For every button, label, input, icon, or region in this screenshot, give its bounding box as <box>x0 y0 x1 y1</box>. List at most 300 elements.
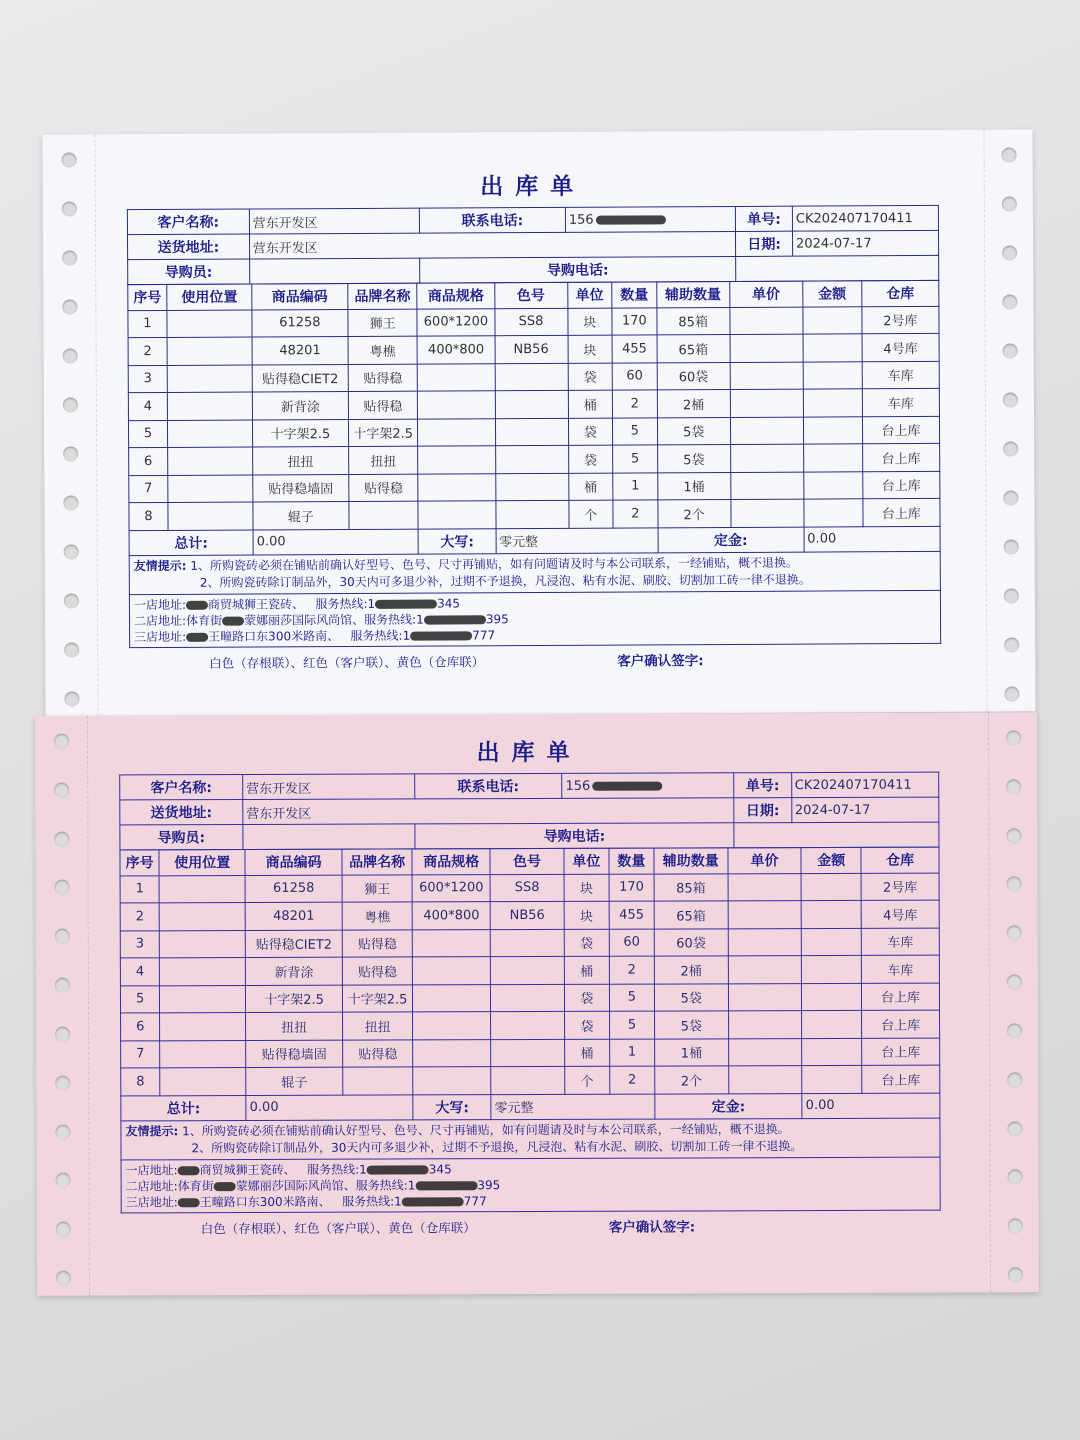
cell-price <box>728 901 802 929</box>
header-table <box>119 772 939 851</box>
feed-hole <box>54 782 69 797</box>
cell-location <box>160 1040 246 1068</box>
cell-location <box>168 502 253 530</box>
store-2-label: 二店地址: <box>125 1178 178 1193</box>
col-header: 序号 <box>128 284 167 310</box>
cell-unit: 桶 <box>564 956 609 984</box>
redaction-mark <box>178 1198 200 1207</box>
redaction-mark <box>186 632 208 641</box>
perforation-line <box>87 716 90 1296</box>
cell-warehouse: 4号库 <box>862 333 939 361</box>
feed-hole <box>1007 1023 1022 1038</box>
cell-no: 8 <box>121 1068 160 1096</box>
cell-code: 48201 <box>245 902 342 930</box>
feed-hole <box>1006 974 1021 989</box>
cell-spec <box>413 1039 491 1067</box>
cell-unit: 袋 <box>568 445 613 473</box>
cell-spec <box>418 446 495 474</box>
cell-aux: 5袋 <box>654 983 728 1011</box>
feed-hole <box>62 250 77 265</box>
daxie-label: 大写: <box>419 528 496 553</box>
cell-brand: 狮王 <box>342 874 413 902</box>
cell-warehouse: 台上库 <box>863 471 940 499</box>
cell-amount <box>802 955 862 983</box>
feed-hole <box>1001 196 1016 211</box>
cell-no: 2 <box>120 903 159 931</box>
feed-hole <box>63 446 78 461</box>
cell-spec <box>413 929 491 957</box>
cell-code: 扭扭 <box>253 446 349 474</box>
feed-hole <box>1003 441 1018 456</box>
notice-row <box>121 1118 940 1160</box>
cell-aux: 60袋 <box>657 362 730 390</box>
store-2-line: 二店地址:体育街 蒙娜丽莎国际风尚馆、服务热线:1 395 <box>125 1177 501 1193</box>
notice-label: 友情提示: <box>133 558 187 573</box>
cell-no: 1 <box>120 875 159 903</box>
store-2-address-2: 蒙娜丽莎国际风尚馆、 <box>235 1178 356 1193</box>
table-row <box>120 983 939 1013</box>
address-cell <box>129 590 940 647</box>
cell-location <box>167 310 252 338</box>
column-header-row <box>120 847 939 876</box>
cell-warehouse: 台上库 <box>862 1065 940 1093</box>
cell-color <box>495 363 568 391</box>
feed-hole <box>63 593 78 608</box>
delivery-address-label: 送货地址: <box>128 234 250 260</box>
copies-note: 白色（存根联）、红色（客户联）、黄色（仓库联） <box>200 1219 476 1236</box>
customer-signature-label: 客户确认签字: <box>608 1218 696 1236</box>
col-header: 金额 <box>801 847 861 873</box>
feed-hole <box>63 544 78 559</box>
notice-label: 友情提示: <box>125 1123 179 1138</box>
left-feed-holes <box>59 152 82 706</box>
col-header: 使用位置 <box>159 849 245 875</box>
right-feed-holes <box>1003 730 1025 1282</box>
cell-brand <box>349 501 419 529</box>
cell-code: 十字架2.5 <box>246 985 343 1013</box>
cell-aux: 65箱 <box>654 901 728 929</box>
notice-line-1: 1、所购瓷砖必须在铺贴前确认好型号、色号、尺寸再铺贴，如有问题请及时与本公司联系，一经铺贴，概不退换。 <box>190 555 799 573</box>
feed-hole <box>1006 779 1021 794</box>
feed-hole <box>54 734 69 749</box>
delivery-form <box>127 166 942 674</box>
cell-location <box>160 985 246 1013</box>
left-feed-holes <box>51 734 73 1286</box>
store-2-hotline-label: 服务热线: <box>355 1177 408 1193</box>
redaction-mark <box>178 1166 200 1175</box>
redaction-mark <box>592 781 662 790</box>
cell-no: 7 <box>129 475 168 503</box>
feed-hole <box>1001 147 1016 162</box>
cell-unit: 桶 <box>568 473 613 501</box>
phone-label: 联系电话: <box>419 207 565 233</box>
date-label: 日期: <box>734 798 791 823</box>
cell-no: 1 <box>128 310 167 338</box>
cell-amount <box>802 1010 862 1038</box>
cell-amount <box>803 389 862 417</box>
cell-location <box>160 1068 246 1096</box>
customer-name-label: 客户名称: <box>120 775 243 800</box>
cell-amount <box>803 416 862 444</box>
guide-phone-label: 导购电话: <box>415 823 734 849</box>
col-header: 色号 <box>490 848 564 874</box>
deposit-label: 定金: <box>658 527 804 553</box>
daxie-value: 零元整 <box>491 1094 655 1120</box>
cell-color <box>495 445 568 473</box>
cell-spec <box>418 418 495 446</box>
cell-unit: 袋 <box>564 1011 609 1039</box>
col-header: 使用位置 <box>167 284 252 310</box>
redaction-mark <box>402 1197 464 1206</box>
store-1-hotline-tail: 345 <box>437 595 461 611</box>
cell-qty: 2 <box>613 500 658 528</box>
feed-hole <box>1002 392 1017 407</box>
sales-guide-value <box>243 824 415 850</box>
store-3-label: 三店地址: <box>125 1194 178 1209</box>
cell-price <box>730 389 803 417</box>
cell-price <box>730 444 803 472</box>
total-value: 0.00 <box>246 1094 413 1120</box>
cell-qty: 5 <box>609 1011 654 1039</box>
cell-unit: 个 <box>565 1066 610 1094</box>
table-row <box>120 928 939 958</box>
table-row <box>128 361 939 393</box>
header-table <box>127 205 939 285</box>
cell-price <box>730 417 803 445</box>
store-3-line: 三店地址: 王疃路口东300米路南、 服务热线:1 777 <box>134 627 496 644</box>
store-2-address-2: 蒙娜丽莎国际风尚馆、 <box>244 612 365 628</box>
cell-qty: 2 <box>609 956 654 984</box>
perforation-line <box>94 134 98 716</box>
feed-hole <box>1006 730 1021 745</box>
cell-amount <box>801 873 861 901</box>
cell-price <box>728 1066 802 1094</box>
delivery-address-value: 营东开发区 <box>249 231 736 259</box>
store-1-line: 一店地址: 商贸城狮王瓷砖、 服务热线:1 345 <box>133 595 461 612</box>
feed-hole <box>54 831 69 846</box>
cell-spec <box>413 1067 491 1095</box>
sales-guide-label: 导购员: <box>128 259 250 285</box>
cell-code: 61258 <box>252 309 348 337</box>
perforation-line <box>983 130 987 712</box>
cell-price <box>730 362 803 390</box>
cell-warehouse: 台上库 <box>863 498 940 526</box>
cell-color <box>495 390 568 418</box>
cell-brand: 扭扭 <box>342 1012 413 1040</box>
delivery-form <box>119 733 941 1239</box>
cell-spec <box>413 984 491 1012</box>
cell-warehouse: 车库 <box>862 361 939 389</box>
feed-hole <box>1007 1218 1022 1233</box>
form-title: 出库单 <box>476 739 582 767</box>
form-footer <box>121 1212 941 1239</box>
feed-hole <box>1003 539 1018 554</box>
col-header: 品牌名称 <box>348 283 418 309</box>
total-label: 总计: <box>129 529 253 555</box>
cell-price <box>728 983 802 1011</box>
cell-no: 6 <box>121 1013 160 1041</box>
cell-amount <box>804 499 863 527</box>
order-no-value: CK202407170411 <box>791 772 939 798</box>
cell-amount <box>801 900 861 928</box>
table-row <box>128 333 939 365</box>
cell-no: 5 <box>128 420 167 448</box>
cell-location <box>159 875 245 903</box>
cell-qty: 60 <box>612 362 657 390</box>
feed-hole <box>1007 1121 1022 1136</box>
store-2-hotline-label: 服务热线: <box>364 612 417 627</box>
cell-qty: 5 <box>613 445 658 473</box>
cell-warehouse: 台上库 <box>862 443 939 471</box>
notice-line-1: 1、所购瓷砖必须在铺贴前确认好型号、色号、尺寸再铺贴，如有问题请及时与本公司联系，一经铺贴，概不退换。 <box>182 1121 790 1138</box>
address-cell <box>121 1157 940 1213</box>
col-header: 辅助数量 <box>654 847 728 873</box>
cell-code: 61258 <box>245 875 342 903</box>
cell-brand: 狮王 <box>348 309 418 337</box>
store-3-hotline-tail: 777 <box>463 1193 487 1208</box>
cell-code: 贴得稳墙固 <box>253 474 349 502</box>
cell-aux: 2桶 <box>654 956 728 984</box>
feed-hole <box>54 880 69 895</box>
feed-hole <box>1006 877 1021 892</box>
cell-unit: 个 <box>568 500 613 528</box>
cell-code: 新背涂 <box>246 957 343 985</box>
cell-warehouse: 台上库 <box>862 1010 940 1038</box>
redaction-mark <box>375 599 437 608</box>
cell-price <box>728 1011 802 1039</box>
cell-qty: 1 <box>613 472 658 500</box>
cell-brand: 扭扭 <box>348 446 418 474</box>
table-row <box>121 1010 940 1040</box>
cell-code: 辊子 <box>246 1067 343 1095</box>
cell-code: 贴得稳CIET2 <box>246 930 343 958</box>
cell-brand: 贴得稳 <box>348 391 418 419</box>
total-label: 总计: <box>121 1095 246 1120</box>
redaction-mark <box>222 616 244 625</box>
cell-location <box>160 958 246 986</box>
cell-color <box>495 500 568 528</box>
store-3-hotline-label: 服务热线: <box>342 1193 395 1209</box>
guide-phone-label: 导购电话: <box>420 256 736 283</box>
cell-warehouse: 4号库 <box>861 900 939 928</box>
store-2-hotline-tail: 395 <box>485 611 509 626</box>
white-copy-sheet <box>42 129 1035 716</box>
cell-aux: 85箱 <box>654 873 728 901</box>
cell-warehouse: 台上库 <box>862 1038 940 1066</box>
cell-color <box>491 984 565 1012</box>
feed-hole <box>1002 343 1017 358</box>
cell-spec <box>418 391 495 419</box>
cell-unit: 袋 <box>564 984 609 1012</box>
col-header: 单价 <box>729 281 802 307</box>
col-header: 商品编码 <box>245 849 342 875</box>
store-1-hotline-label: 服务热线: <box>307 1162 360 1177</box>
cell-amount <box>802 1065 862 1093</box>
store-3-hotline-tail: 777 <box>472 627 496 642</box>
cell-location <box>160 1013 246 1041</box>
phone-label: 联系电话: <box>415 773 562 799</box>
phone-value <box>562 773 734 799</box>
col-header: 序号 <box>120 849 159 875</box>
store-3-address: 王疃路口东300米路南、 <box>199 1194 331 1209</box>
store-2-label: 二店地址: <box>133 613 187 628</box>
table-row <box>128 416 939 448</box>
cell-price <box>728 928 802 956</box>
cell-spec: 600*1200 <box>412 874 490 902</box>
table-row <box>120 873 939 903</box>
store-3-address: 王疃路口东300米路南、 <box>208 628 340 644</box>
store-1-label: 一店地址: <box>125 1162 178 1177</box>
feed-hole <box>1006 926 1021 941</box>
redaction-mark <box>367 1165 429 1174</box>
col-header: 金额 <box>802 280 861 306</box>
sales-guide-value <box>249 258 419 284</box>
order-no-value: CK202407170411 <box>792 205 938 231</box>
cell-no: 3 <box>120 930 159 958</box>
cell-code: 48201 <box>252 336 348 364</box>
cell-qty: 60 <box>609 929 654 957</box>
cell-color <box>490 956 564 984</box>
cell-location <box>159 903 245 931</box>
pink-copy-sheet <box>35 712 1039 1295</box>
feed-hole <box>54 978 69 993</box>
cell-aux: 1桶 <box>657 472 730 500</box>
col-header: 单价 <box>728 847 802 873</box>
cell-no: 6 <box>129 447 168 475</box>
store-1-address: 商贸城狮王瓷砖、 <box>199 1162 296 1177</box>
col-header: 单位 <box>564 848 609 874</box>
cell-price <box>728 1038 802 1066</box>
cell-spec <box>418 501 495 529</box>
store-3-label: 三店地址: <box>134 629 187 644</box>
cell-brand: 粤樵 <box>348 336 418 364</box>
customer-name-value: 营东开发区 <box>249 208 419 234</box>
store-3-line: 三店地址: 王疃路口东300米路南、 服务热线:1 777 <box>125 1193 487 1209</box>
cell-aux: 5袋 <box>657 444 730 472</box>
cell-location <box>168 474 253 502</box>
cell-no: 4 <box>120 958 159 986</box>
cell-no: 8 <box>129 502 168 530</box>
cell-amount <box>803 471 862 499</box>
cell-aux: 2桶 <box>657 389 730 417</box>
items-body <box>120 847 940 1096</box>
sales-guide-label: 导购员: <box>120 825 243 850</box>
cell-warehouse: 台上库 <box>862 983 940 1011</box>
feed-hole <box>55 1222 70 1237</box>
cell-spec <box>418 363 495 391</box>
cell-brand: 十字架2.5 <box>342 984 413 1012</box>
feed-hole <box>1004 637 1019 652</box>
cell-brand: 十字架2.5 <box>348 419 418 447</box>
cell-warehouse: 2号库 <box>861 873 939 901</box>
totals-row <box>121 1093 940 1121</box>
col-header: 辅助数量 <box>656 281 729 307</box>
items-body <box>128 280 940 530</box>
cell-brand: 贴得稳 <box>342 929 413 957</box>
order-no-label: 单号: <box>736 206 793 231</box>
deposit-label: 定金: <box>655 1093 802 1119</box>
cell-color <box>495 418 568 446</box>
cell-brand: 贴得稳 <box>343 1039 414 1067</box>
cell-color: SS8 <box>490 874 564 902</box>
address-row <box>129 590 940 647</box>
cell-location <box>167 337 252 365</box>
notice-cell <box>121 1118 940 1160</box>
cell-unit: 块 <box>567 308 612 336</box>
feed-hole <box>55 1027 70 1042</box>
customer-name-label: 客户名称: <box>127 209 249 235</box>
cell-warehouse: 车库 <box>861 928 939 956</box>
cell-amount <box>803 334 862 362</box>
guide-phone-value <box>734 822 939 848</box>
redaction-mark <box>424 615 486 624</box>
cell-price <box>731 499 804 527</box>
feed-hole <box>64 642 79 657</box>
total-value: 0.00 <box>253 529 419 555</box>
table-row <box>128 388 939 420</box>
feed-hole <box>55 1075 70 1090</box>
col-header: 仓库 <box>862 280 939 306</box>
form-footer <box>129 645 941 673</box>
feed-hole <box>61 201 76 216</box>
cell-qty: 2 <box>610 1066 655 1094</box>
cell-code: 新背涂 <box>252 391 348 419</box>
perforation-line <box>988 712 991 1292</box>
cell-aux: 2个 <box>658 499 731 527</box>
cell-unit: 袋 <box>568 363 613 391</box>
customer-name-value: 营东开发区 <box>243 774 415 800</box>
cell-code: 贴得稳CIET2 <box>252 364 348 392</box>
cell-warehouse: 台上库 <box>862 416 939 444</box>
deposit-value: 0.00 <box>802 1093 940 1118</box>
feed-hole <box>1003 490 1018 505</box>
address-row <box>121 1157 940 1213</box>
cell-aux: 5袋 <box>657 417 730 445</box>
redaction-mark <box>214 1182 236 1191</box>
feed-hole <box>1007 1170 1022 1185</box>
date-value: 2024-07-17 <box>791 797 939 823</box>
cell-warehouse: 车库 <box>862 388 939 416</box>
cell-spec <box>413 957 491 985</box>
redaction-mark <box>596 215 666 224</box>
feed-hole <box>62 299 77 314</box>
cell-amount <box>803 306 862 334</box>
store-2-line: 二店地址:体育街 蒙娜丽莎国际风尚馆、服务热线:1 395 <box>133 611 509 628</box>
cell-unit: 袋 <box>568 418 613 446</box>
feed-hole <box>63 495 78 510</box>
cell-qty: 2 <box>612 390 657 418</box>
cell-spec: 400*800 <box>412 902 490 930</box>
redaction-mark <box>410 631 472 640</box>
cell-aux: 85箱 <box>657 307 730 335</box>
cell-qty: 170 <box>612 307 657 335</box>
cell-amount <box>802 983 862 1011</box>
cell-color: NB56 <box>490 901 564 929</box>
notice-cell <box>129 551 940 594</box>
cell-amount <box>802 928 862 956</box>
feed-hole <box>62 397 77 412</box>
cell-brand: 贴得稳 <box>348 364 418 392</box>
delivery-address-value: 营东开发区 <box>243 798 734 825</box>
cell-qty: 5 <box>613 417 658 445</box>
cell-color <box>495 473 568 501</box>
guide-phone-value <box>736 255 939 281</box>
notice-line-2: 2、所购瓷砖除订制品外，30天内可多退少补，过期不予退换，凡浸泡、粘有水泥、刷胶、切割加工砖一律不退换。 <box>191 1138 803 1155</box>
cell-location <box>167 392 252 420</box>
store-1-line: 一店地址: 商贸城狮王瓷砖、 服务热线:1 345 <box>125 1161 452 1177</box>
col-header: 单位 <box>567 282 612 308</box>
store-2-hotline-tail: 395 <box>477 1177 501 1192</box>
